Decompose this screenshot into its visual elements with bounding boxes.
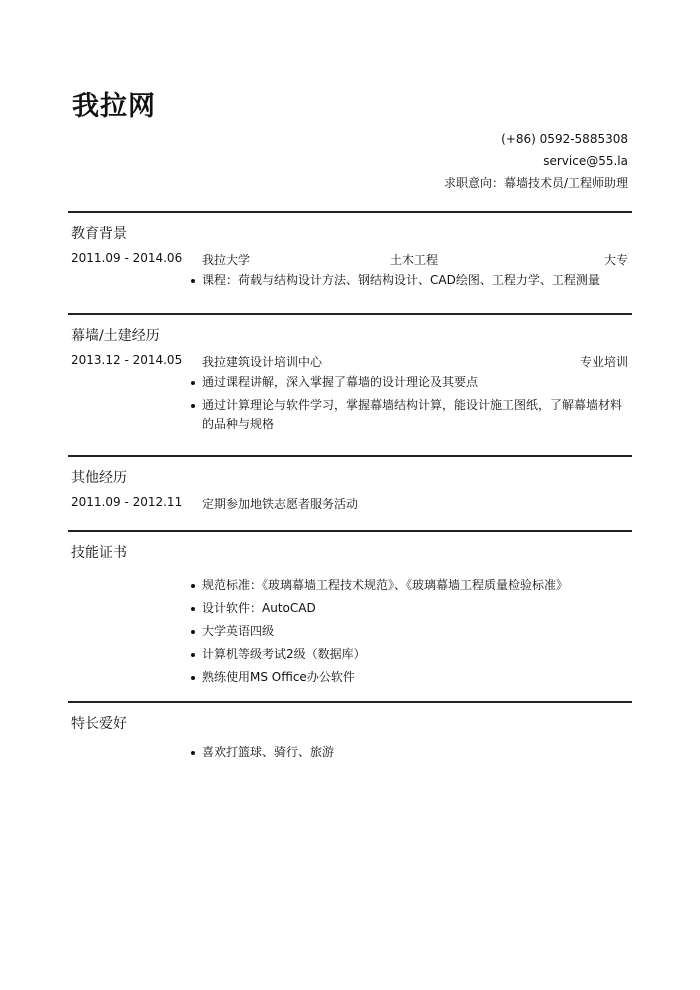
section-education xyxy=(68,211,632,294)
resume-name: 我拉网 xyxy=(72,91,156,122)
skills-bullets xyxy=(68,576,632,691)
section-title-skills: 技能证书 xyxy=(71,545,127,561)
section-title-hobbies: 特长爱好 xyxy=(71,716,127,732)
education-major: 土木工程 xyxy=(390,253,439,267)
list-item: 熟练使用MS Office办公软件 xyxy=(202,668,632,691)
phone-number: (+86) 0592-5885308 xyxy=(501,132,628,146)
other-date: 2011.09 - 2012.11 xyxy=(71,495,183,509)
section-title-experience: 幕墙/土建经历 xyxy=(71,328,160,344)
experience-row xyxy=(68,351,632,371)
list-item: 设计软件：AutoCAD xyxy=(202,599,632,622)
education-row xyxy=(68,249,632,269)
list-item: 大学英语四级 xyxy=(202,622,632,645)
section-hobbies xyxy=(68,701,632,766)
section-title-education: 教育背景 xyxy=(71,226,127,242)
education-bullets xyxy=(68,271,632,294)
other-desc: 定期参加地铁志愿者服务活动 xyxy=(202,497,359,511)
contact-info xyxy=(444,128,628,194)
section-title-other: 其他经历 xyxy=(71,470,127,486)
experience-type: 专业培训 xyxy=(579,355,628,369)
section-experience xyxy=(68,313,632,438)
experience-org: 我拉建筑设计培训中心 xyxy=(202,355,323,369)
list-item: 规范标准：《玻璃幕墙工程技术规范》、《玻璃幕墙工程质量检验标准》 xyxy=(202,576,632,599)
experience-bullets xyxy=(68,373,632,438)
email-address: service@55.la xyxy=(543,154,628,168)
list-item: 计算机等级考试2级（数据库） xyxy=(202,645,632,668)
list-item: 喜欢打篮球、骑行、旅游 xyxy=(202,743,632,766)
education-degree: 大专 xyxy=(603,253,628,267)
experience-date: 2013.12 - 2014.05 xyxy=(71,353,183,367)
education-school: 我拉大学 xyxy=(202,253,251,267)
education-date: 2011.09 - 2014.06 xyxy=(71,251,183,265)
hobbies-bullets xyxy=(68,743,632,766)
section-skills xyxy=(68,530,632,691)
list-item: 通过计算理论与软件学习，掌握幕墙结构计算，能设计施工图纸，了解幕墙材料的品种与规格 xyxy=(202,396,632,438)
section-other xyxy=(68,455,632,513)
list-item: 课程：荷载与结构设计方法、钢结构设计、CAD绘图、工程力学、工程测量 xyxy=(202,271,632,294)
list-item: 通过课程讲解，深入掌握了幕墙的设计理论及其要点 xyxy=(202,373,632,396)
job-objective: 求职意向：幕墙技术员/工程师助理 xyxy=(443,176,628,190)
other-row xyxy=(68,493,632,513)
